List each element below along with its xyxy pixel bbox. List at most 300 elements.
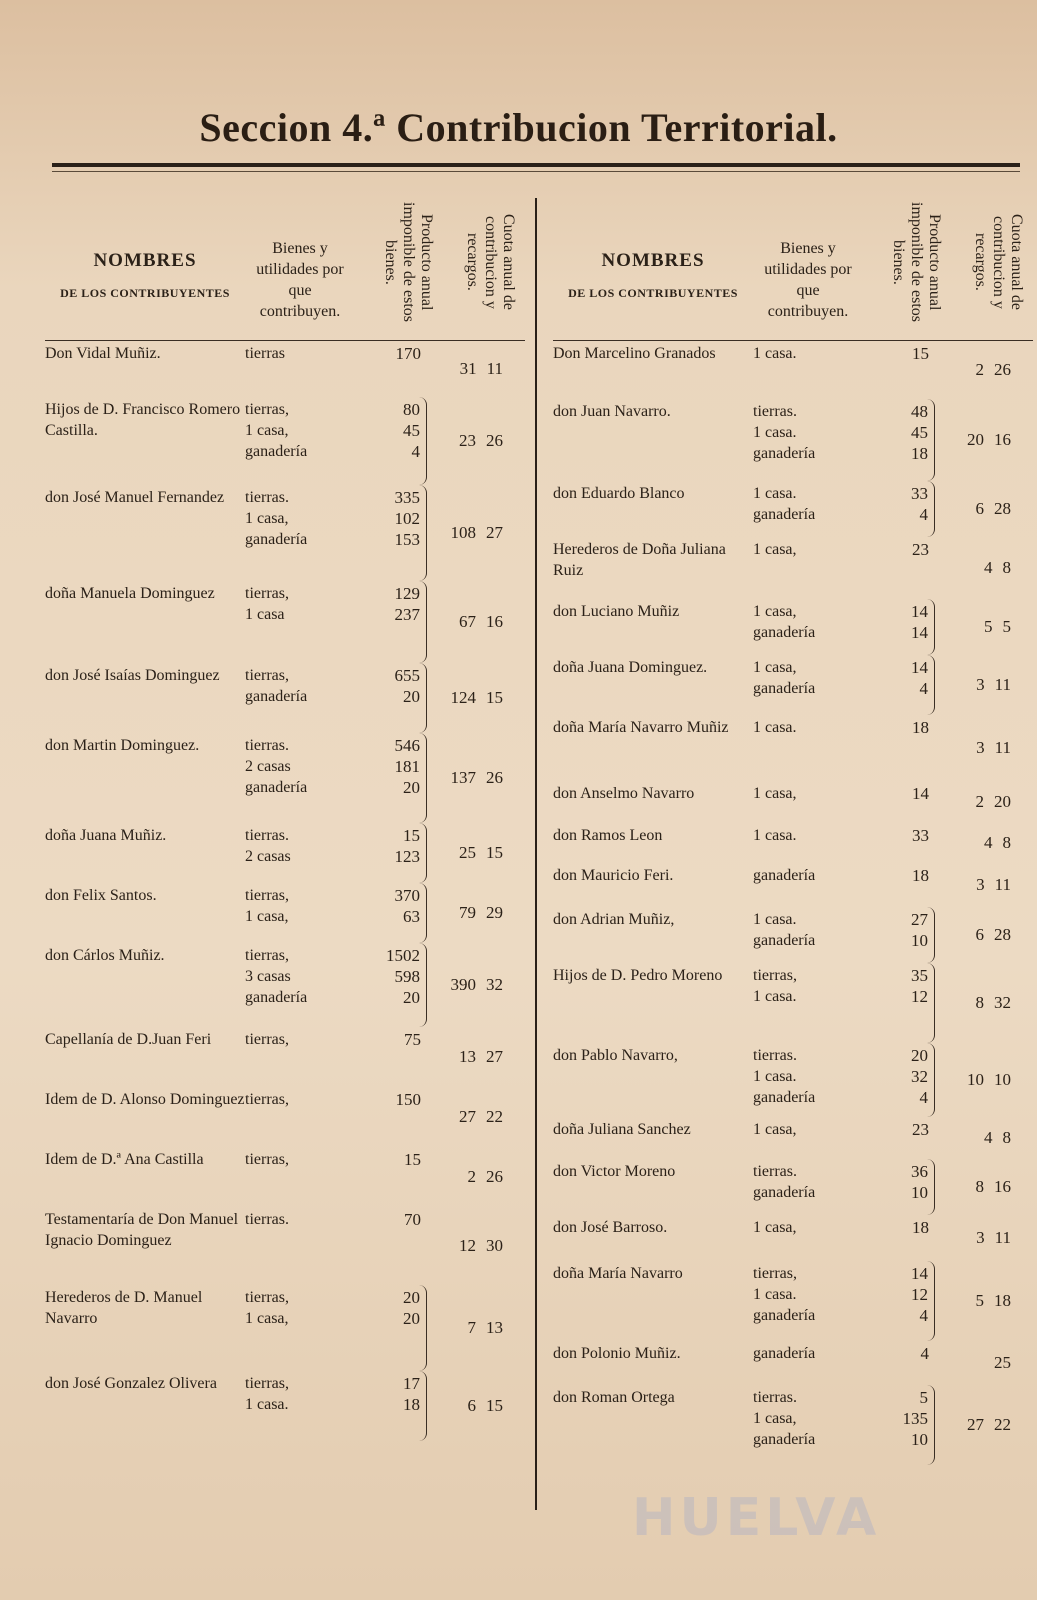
producto-value: 4: [919, 1088, 928, 1107]
asset-label: ganadería: [753, 932, 816, 949]
producto-value: 1502: [386, 946, 420, 965]
contributor-name: doña Juana Dominguez.: [553, 659, 708, 676]
assets-cell: [753, 823, 863, 863]
assets-cell: [753, 1261, 863, 1341]
cuota-maravedis: 25: [994, 1353, 1011, 1372]
cuota-reales: 10: [967, 1070, 984, 1089]
cuota-reales: 23: [459, 431, 476, 450]
cuota-reales: 3: [976, 675, 985, 694]
asset-label: tierras.: [245, 1211, 289, 1228]
producto-value: 14: [912, 784, 929, 803]
table-row: [45, 1087, 525, 1147]
cuota-maravedis: 32: [994, 993, 1011, 1012]
contributor-name: Hijos de D. Francisco Romero Castilla.: [45, 401, 241, 439]
producto-value: 170: [395, 344, 421, 363]
asset-label: ganadería: [753, 1184, 816, 1201]
names-header-subtitle: DE LOS CONTRIBUYENTES: [568, 286, 738, 300]
asset-item: [753, 965, 863, 986]
cuota-reales: 5: [975, 1291, 984, 1310]
cuota-cell: [427, 823, 511, 883]
producto-value: 20: [403, 1288, 420, 1307]
assets-cell: [753, 1385, 863, 1465]
table-row: [45, 663, 525, 733]
asset-item: [245, 487, 355, 508]
producto-value: 45: [403, 421, 420, 440]
table-row: [553, 963, 1033, 1043]
asset-item: [753, 343, 863, 364]
asset-item: [245, 508, 355, 529]
cuota-reales: 31: [459, 359, 477, 378]
asset-label: ganadería: [753, 1345, 816, 1362]
assets-cell: [245, 733, 355, 823]
cuota-maravedis: 10: [994, 1070, 1011, 1089]
contributor-name: don Ramos Leon: [553, 827, 663, 844]
producto-cell: [355, 581, 427, 663]
asset-item: [753, 1182, 863, 1203]
cuota-reales: 6: [975, 925, 984, 944]
producto-value: 75: [404, 1030, 421, 1049]
asset-item: [753, 1161, 863, 1182]
asset-label: tierras.: [245, 827, 289, 844]
table-row: [45, 943, 525, 1027]
cuota-maravedis: 16: [994, 1177, 1011, 1196]
asset-item: [245, 846, 355, 867]
asset-label: 1 casa: [245, 606, 285, 623]
contributor-name: don Felix Santos.: [45, 887, 157, 904]
asset-item: [245, 756, 355, 777]
cuota-maravedis: 11: [994, 675, 1011, 694]
cuota-reales: 27: [459, 1107, 476, 1126]
asset-item: [753, 1087, 863, 1108]
cuota-reales: 4: [984, 558, 993, 577]
asset-item: [753, 986, 863, 1007]
contributor-name: Don Vidal Muñiz.: [45, 345, 161, 362]
assets-cell: [245, 1371, 355, 1441]
producto-value: 20: [403, 778, 420, 797]
right-column: [553, 190, 1033, 1465]
table-row: [45, 581, 525, 663]
assets-cell: [245, 943, 355, 1027]
contributor-name: don Luciano Muñiz: [553, 603, 680, 620]
asset-label: 2 casas: [245, 758, 291, 775]
asset-item: [753, 401, 863, 422]
producto-value: 14: [911, 658, 928, 677]
asset-item: [245, 399, 355, 420]
table-row: [45, 823, 525, 883]
asset-item: [753, 1408, 863, 1429]
producto-value: 27: [911, 910, 928, 929]
asset-item: [245, 1209, 355, 1230]
cuota-cell: [427, 1087, 511, 1147]
cuota-cell: [935, 863, 1019, 907]
asset-label: ganadería: [753, 1089, 816, 1106]
producto-cell: [355, 943, 427, 1027]
cuota-cell: [935, 781, 1019, 823]
asset-label: tierras: [245, 345, 285, 362]
producto-cell: [863, 823, 935, 863]
contributor-name: don Martin Dominguez.: [45, 737, 200, 754]
producto-cell: [355, 883, 427, 943]
cuota-cell: [935, 715, 1019, 781]
table-row: [45, 397, 525, 485]
asset-label: tierras,: [753, 967, 797, 984]
contributor-name: don José Manuel Fernandez: [45, 489, 225, 506]
producto-value: 80: [403, 400, 420, 419]
cuota-cell: [935, 341, 1019, 399]
contributor-name: don Victor Moreno: [553, 1163, 676, 1180]
cuota-cell: [427, 1027, 511, 1087]
cuota-cell: [935, 481, 1019, 537]
producto-value: 14: [911, 602, 928, 621]
cuota-cell: [935, 1341, 1019, 1385]
asset-item: [753, 1045, 863, 1066]
assets-cell: [753, 537, 863, 599]
assets-cell: [753, 655, 863, 715]
cuota-reales: 2: [975, 360, 984, 379]
asset-label: ganadería: [245, 779, 308, 796]
assets-cell: [245, 823, 355, 883]
cuota-reales: 79: [459, 903, 476, 922]
cuota-cell: [427, 733, 511, 823]
producto-cell: [355, 341, 427, 397]
table-row: [45, 1371, 525, 1441]
asset-item: [245, 1308, 355, 1329]
table-row: [553, 1341, 1033, 1385]
producto-cell: [863, 1215, 935, 1261]
assets-cell: [753, 1043, 863, 1117]
producto-cell: [863, 399, 935, 481]
table-row: [553, 1117, 1033, 1159]
producto-cell: [863, 1341, 935, 1385]
cuota-maravedis: 15: [486, 688, 503, 707]
producto-cell: [863, 599, 935, 655]
cuota-maravedis: 27: [486, 1047, 503, 1066]
producto-value: 546: [394, 736, 420, 755]
assets-cell: [753, 399, 863, 481]
contributor-name: don José Barroso.: [553, 1219, 668, 1236]
producto-value: 4: [920, 1344, 929, 1363]
asset-item: [753, 909, 863, 930]
cuota-reales: 25: [459, 843, 476, 862]
cuota-maravedis: 28: [994, 925, 1011, 944]
cuota-cell: [935, 823, 1019, 863]
cuota-reales: 67: [459, 612, 476, 631]
cuota-reales: 20: [967, 430, 984, 449]
producto-cell: [355, 1285, 427, 1371]
cuota-cell: [935, 1159, 1019, 1215]
cuota-reales: 5: [984, 617, 993, 636]
cuota-maravedis: 32: [486, 975, 503, 994]
contributor-name: Idem de D.ª Ana Castilla: [45, 1151, 204, 1168]
producto-cell: [863, 341, 935, 399]
cuota-header: Cuota anual de contribucion y recargos.: [464, 214, 517, 310]
cuota-cell: [427, 943, 511, 1027]
assets-cell: [245, 883, 355, 943]
names-header-subtitle: DE LOS CONTRIBUYENTES: [60, 286, 230, 300]
asset-label: tierras.: [753, 1047, 797, 1064]
asset-label: 2 casas: [245, 848, 291, 865]
contributor-name: don Cárlos Muñiz.: [45, 947, 165, 964]
producto-value: 10: [911, 931, 928, 950]
asset-label: tierras,: [245, 1031, 289, 1048]
asset-label: tierras,: [245, 585, 289, 602]
asset-item: [753, 1343, 863, 1364]
cuota-cell: [427, 485, 511, 581]
cuota-cell: [427, 883, 511, 943]
asset-label: tierras,: [245, 947, 289, 964]
title-rule: [52, 163, 1020, 167]
cuota-maravedis: 26: [994, 360, 1011, 379]
cuota-cell: [427, 341, 511, 397]
asset-label: ganadería: [245, 531, 308, 548]
asset-item: [753, 622, 863, 643]
asset-item: [245, 906, 355, 927]
asset-item: [753, 1263, 863, 1284]
names-header: [553, 250, 753, 301]
cuota-maravedis: 28: [994, 499, 1011, 518]
asset-label: tierras.: [753, 403, 797, 420]
assets-cell: [753, 1159, 863, 1215]
producto-cell: [863, 537, 935, 599]
asset-item: [753, 783, 863, 804]
asset-item: [245, 885, 355, 906]
cuota-maravedis: 29: [486, 903, 503, 922]
cuota-maravedis: 11: [994, 1228, 1011, 1247]
asset-item: [753, 422, 863, 443]
asset-label: tierras.: [753, 1389, 797, 1406]
table-row: [553, 823, 1033, 863]
table-row: [45, 1027, 525, 1087]
cuota-cell: [427, 1207, 511, 1285]
table-row: [45, 1207, 525, 1285]
asset-item: [245, 966, 355, 987]
cuota-cell: [935, 907, 1019, 963]
assets-cell: [753, 481, 863, 537]
contributor-name: don José Gonzalez Olivera: [45, 1375, 217, 1392]
producto-value: 17: [403, 1374, 420, 1393]
asset-label: 1 casa,: [753, 785, 797, 802]
asset-item: [753, 504, 863, 525]
asset-label: 1 casa.: [753, 911, 797, 928]
cuota-maravedis: 11: [486, 359, 503, 378]
cuota-reales: 2: [467, 1167, 476, 1186]
contributor-name: doña Manuela Dominguez: [45, 585, 215, 602]
watermark-text: HUELVA: [632, 1488, 881, 1548]
cuota-cell: [935, 1043, 1019, 1117]
asset-item: [753, 1217, 863, 1238]
cuota-reales: 8: [975, 1177, 984, 1196]
assets-cell: [245, 1147, 355, 1207]
asset-item: [753, 1387, 863, 1408]
producto-value: 18: [911, 444, 928, 463]
assets-cell: [753, 781, 863, 823]
assets-cell: [753, 1215, 863, 1261]
names-header-title: NOMBRES: [93, 250, 197, 271]
cuota-cell: [935, 1117, 1019, 1159]
assets-cell: [245, 1027, 355, 1087]
asset-label: 1 casa.: [753, 424, 797, 441]
producto-value: 123: [394, 847, 420, 866]
producto-value: 135: [902, 1409, 928, 1428]
cuota-maravedis: 15: [486, 1396, 503, 1415]
cuota-maravedis: 26: [486, 431, 503, 450]
asset-label: tierras,: [245, 667, 289, 684]
asset-item: [753, 483, 863, 504]
producto-value: 35: [911, 966, 928, 985]
cuota-cell: [935, 599, 1019, 655]
cuota-reales: 3: [976, 1228, 985, 1247]
asset-label: ganadería: [753, 624, 816, 641]
producto-value: 33: [911, 484, 928, 503]
asset-label: tierras,: [753, 1265, 797, 1282]
right-rows: [553, 341, 1033, 1465]
asset-label: 1 casa.: [753, 485, 797, 502]
producto-header: Producto anual imponible de estos bienes.: [382, 202, 435, 322]
producto-value: 12: [911, 1285, 928, 1304]
asset-label: 1 casa,: [753, 541, 797, 558]
asset-item: [245, 686, 355, 707]
table-row: [553, 1159, 1033, 1215]
cuota-maravedis: 22: [486, 1107, 503, 1126]
producto-value: 15: [404, 1150, 421, 1169]
assets-cell: [245, 485, 355, 581]
producto-cell: [863, 907, 935, 963]
asset-item: [245, 1029, 355, 1050]
cuota-header: Cuota anual de contribucion y recargos.: [972, 214, 1025, 310]
cuota-cell: [935, 963, 1019, 1043]
asset-item: [245, 441, 355, 462]
producto-value: 18: [912, 866, 929, 885]
asset-label: 1 casa.: [753, 1068, 797, 1085]
producto-value: 655: [394, 666, 420, 685]
contributor-name: Capellanía de D.Juan Feri: [45, 1031, 212, 1048]
producto-cell: [863, 781, 935, 823]
producto-cell: [355, 1147, 427, 1207]
left-rows: [45, 341, 525, 1441]
producto-value: 14: [911, 623, 928, 642]
asset-label: ganadería: [245, 688, 308, 705]
table-header: [45, 190, 525, 341]
asset-item: [245, 825, 355, 846]
producto-cell: [863, 1043, 935, 1117]
asset-item: [245, 529, 355, 550]
producto-cell: [863, 863, 935, 907]
cuota-cell: [427, 581, 511, 663]
contributor-name: don Roman Ortega: [553, 1389, 675, 1406]
asset-item: [753, 1305, 863, 1326]
asset-item: [245, 1287, 355, 1308]
asset-label: tierras,: [245, 1151, 289, 1168]
contributor-name: don Juan Navarro.: [553, 403, 671, 420]
assets-cell: [245, 1285, 355, 1371]
cuota-cell: [935, 1215, 1019, 1261]
cuota-reales: 2: [975, 792, 984, 811]
cuota-maravedis: 22: [994, 1415, 1011, 1434]
contributor-name: doña Juana Muñiz.: [45, 827, 167, 844]
assets-cell: [753, 907, 863, 963]
asset-item: [753, 1284, 863, 1305]
bienes-header: Bienes y utilidades por que contribuyen.: [256, 240, 344, 320]
asset-item: [245, 1089, 355, 1110]
asset-item: [753, 678, 863, 699]
title-rule-thin: [52, 171, 1020, 172]
contributor-name: don Mauricio Feri.: [553, 867, 674, 884]
table-row: [553, 1043, 1033, 1117]
asset-label: 1 casa,: [245, 908, 289, 925]
producto-value: 5: [919, 1388, 928, 1407]
producto-value: 4: [919, 679, 928, 698]
cuota-cell: [935, 1385, 1019, 1465]
producto-cell: [355, 733, 427, 823]
table-row: [553, 599, 1033, 655]
asset-item: [245, 420, 355, 441]
names-header: [45, 250, 245, 301]
assets-cell: [753, 963, 863, 1043]
producto-value: 14: [911, 1264, 928, 1283]
table-row: [553, 481, 1033, 537]
producto-value: 598: [394, 967, 420, 986]
assets-cell: [753, 715, 863, 781]
cuota-reales: 8: [975, 993, 984, 1012]
table-row: [45, 485, 525, 581]
producto-value: 70: [404, 1210, 421, 1229]
table-row: [45, 733, 525, 823]
producto-value: 4: [919, 505, 928, 524]
cuota-maravedis: 27: [486, 523, 503, 542]
table-row: [45, 883, 525, 943]
asset-item: [753, 443, 863, 464]
asset-label: 1 casa,: [245, 1310, 289, 1327]
cuota-maravedis: 16: [994, 430, 1011, 449]
asset-label: tierras.: [245, 737, 289, 754]
producto-value: 23: [912, 1120, 929, 1139]
asset-label: 1 casa.: [245, 1396, 289, 1413]
producto-cell: [355, 1371, 427, 1441]
producto-cell: [863, 1159, 935, 1215]
producto-value: 10: [911, 1430, 928, 1449]
table-row: [553, 537, 1033, 599]
cuota-maravedis: 26: [486, 1167, 503, 1186]
table-row: [553, 399, 1033, 481]
cuota-maravedis: 11: [994, 738, 1011, 757]
assets-cell: [245, 1207, 355, 1285]
producto-value: 150: [395, 1090, 421, 1109]
cuota-cell: [427, 1371, 511, 1441]
asset-label: tierras,: [245, 887, 289, 904]
producto-value: 33: [912, 826, 929, 845]
cuota-cell: [935, 655, 1019, 715]
asset-item: [245, 343, 355, 364]
asset-label: ganadería: [753, 867, 816, 884]
asset-label: 1 casa,: [753, 1121, 797, 1138]
asset-label: ganadería: [245, 443, 308, 460]
producto-cell: [355, 1027, 427, 1087]
asset-label: ganadería: [753, 445, 816, 462]
assets-cell: [753, 863, 863, 907]
cuota-maravedis: 5: [1002, 617, 1011, 636]
producto-cell: [355, 1207, 427, 1285]
asset-item: [245, 583, 355, 604]
producto-value: 48: [911, 402, 928, 421]
contributor-name: Don Marcelino Granados: [553, 345, 716, 362]
producto-cell: [355, 1087, 427, 1147]
asset-label: 1 casa.: [753, 345, 797, 362]
producto-cell: [355, 823, 427, 883]
producto-value: 18: [403, 1395, 420, 1414]
producto-value: 63: [403, 907, 420, 926]
cuota-reales: 3: [976, 875, 985, 894]
asset-label: ganadería: [245, 989, 308, 1006]
